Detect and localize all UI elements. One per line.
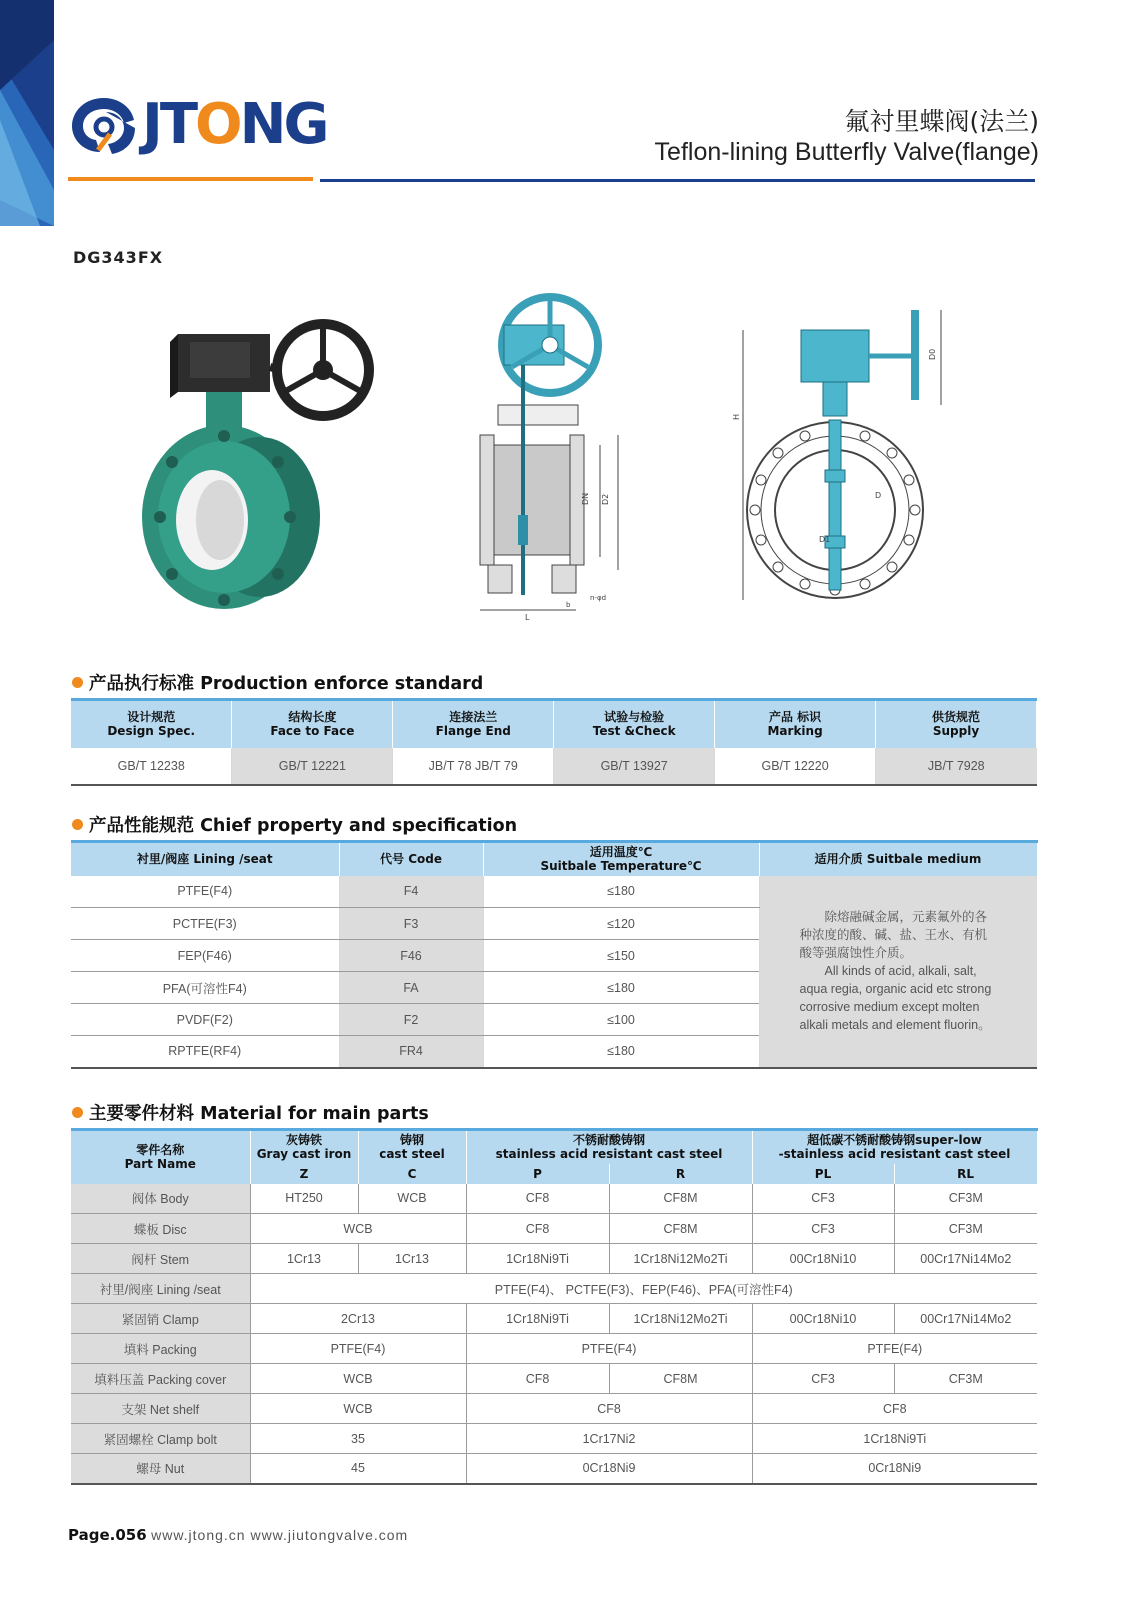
valve-photo xyxy=(140,312,380,622)
table-cell: CF8 xyxy=(466,1184,609,1214)
table-cell: 1Cr18Ni9Ti xyxy=(466,1304,609,1334)
header-lining: 衬里/阀座 Lining /seat xyxy=(71,842,339,876)
part-name: 紧固销 Clamp xyxy=(71,1304,250,1334)
code-p: P xyxy=(466,1164,609,1184)
svg-text:H: H xyxy=(732,413,741,420)
table-cell: PTFE(F4)、 PCTFE(F3)、FEP(F46)、PFA(可溶性F4) xyxy=(250,1274,1037,1304)
table-cell: WCB xyxy=(358,1184,466,1214)
model-number: DG343FX xyxy=(73,248,164,267)
section-title-material: 主要零件材料 Material for main parts xyxy=(72,1100,429,1125)
code-z: Z xyxy=(250,1164,358,1184)
part-name: 填料压盖 Packing cover xyxy=(71,1364,250,1394)
table-cell: 00Cr17Ni14Mo2 xyxy=(894,1244,1037,1274)
table-row xyxy=(71,1184,1037,1214)
table-row xyxy=(71,1304,1037,1334)
table-cell: 1Cr18Ni9Ti xyxy=(752,1424,1037,1454)
svg-text:D2: D2 xyxy=(601,493,610,505)
svg-text:DN: DN xyxy=(581,492,590,505)
header-flange-end: 连接法兰 Flange End xyxy=(393,700,554,748)
table-row xyxy=(71,1274,1037,1304)
table-cell: ≤180 xyxy=(483,1036,759,1068)
table-cell: 1Cr13 xyxy=(250,1244,358,1274)
header-stainless: 不锈耐酸铸钢 stainless acid resistant cast steel xyxy=(466,1130,752,1164)
part-name: 阀杆 Stem xyxy=(71,1244,250,1274)
table-cell: ≤150 xyxy=(483,940,759,972)
table-cell: PTFE(F4) xyxy=(250,1334,466,1364)
table-cell: FEP(F46) xyxy=(71,940,339,972)
valve-front-drawing xyxy=(732,310,965,620)
table-cell: F2 xyxy=(339,1004,483,1036)
header-gray-iron: 灰铸铁 Gray cast iron xyxy=(250,1130,358,1164)
table-cell: 00Cr18Ni10 xyxy=(752,1244,894,1274)
table-cell: JB/T 78 JB/T 79 xyxy=(393,748,554,785)
table-cell: RPTFE(RF4) xyxy=(71,1036,339,1068)
header-cast-steel: 铸钢 cast steel xyxy=(358,1130,466,1164)
table-cell: 00Cr17Ni14Mo2 xyxy=(894,1304,1037,1334)
svg-text:D0: D0 xyxy=(928,348,937,360)
section-title-standard: 产品执行标准 Production enforce standard xyxy=(72,670,483,695)
table-row xyxy=(71,1424,1037,1454)
table-cell: CF3 xyxy=(752,1214,894,1244)
header-supply: 供货规范 Supply xyxy=(876,700,1037,748)
table-cell: HT250 xyxy=(250,1184,358,1214)
table-cell: CF3 xyxy=(752,1364,894,1394)
code-c: C xyxy=(358,1164,466,1184)
code-rl: RL xyxy=(894,1164,1037,1184)
svg-text:b: b xyxy=(566,601,571,609)
part-name: 紧固螺栓 Clamp bolt xyxy=(71,1424,250,1454)
page-title-en: Teflon-lining Butterfly Valve(flange) xyxy=(654,138,1039,166)
table-row xyxy=(71,1454,1037,1484)
table-cell: WCB xyxy=(250,1214,466,1244)
header-rule-blue xyxy=(320,179,1035,182)
standard-table xyxy=(71,698,1037,786)
svg-text:D1: D1 xyxy=(819,535,831,544)
table-row xyxy=(71,1364,1037,1394)
table-cell: F4 xyxy=(339,876,483,908)
table-cell: 1Cr18Ni12Mo2Ti xyxy=(609,1304,752,1334)
material-table xyxy=(71,1128,1038,1485)
table-cell: 0Cr18Ni9 xyxy=(466,1454,752,1484)
part-name: 支架 Net shelf xyxy=(71,1394,250,1424)
table-cell: CF3M xyxy=(894,1364,1037,1394)
code-r: R xyxy=(609,1164,752,1184)
table-cell: PTFE(F4) xyxy=(71,876,339,908)
table-cell: ≤180 xyxy=(483,876,759,908)
header-temperature: 适用温度℃ Suitbale Temperature℃ xyxy=(483,842,759,876)
page-number: Page.056 xyxy=(68,1526,147,1544)
svg-text:D: D xyxy=(875,491,882,500)
part-name: 蝶板 Disc xyxy=(71,1214,250,1244)
table-cell: CF8M xyxy=(609,1364,752,1394)
table-cell: 2Cr13 xyxy=(250,1304,466,1334)
header-code: 代号 Code xyxy=(339,842,483,876)
table-header-row xyxy=(71,842,1037,876)
table-cell: CF8 xyxy=(466,1394,752,1424)
svg-text:n-φd: n-φd xyxy=(590,594,607,602)
brand-logo xyxy=(68,90,327,160)
code-pl: PL xyxy=(752,1164,894,1184)
table-cell: GB/T 13927 xyxy=(554,748,715,785)
table-cell: 1Cr18Ni12Mo2Ti xyxy=(609,1244,752,1274)
table-cell: CF3 xyxy=(752,1184,894,1214)
medium-description: 除熔融碱金属，元素氟外的各种浓度的酸、碱、盐、王水、有机酸等强腐蚀性介质。 All kinds of acid, alkali, salt, aqua regia, organic acid etc strong corrosive medium except molten alkali metals and element fluorin。 xyxy=(759,876,1037,1068)
part-name: 衬里/阀座 Lining /seat xyxy=(71,1274,250,1304)
table-cell: ≤120 xyxy=(483,908,759,940)
table-row xyxy=(71,1334,1037,1364)
valve-side-drawing xyxy=(470,295,650,635)
header-test-check: 试验与检验 Test &Check xyxy=(554,700,715,748)
table-row xyxy=(71,1214,1037,1244)
brand-wordmark: JTONG xyxy=(142,92,327,157)
header-marking: 产品 标识 Marking xyxy=(715,700,876,748)
table-row xyxy=(71,1394,1037,1424)
table-cell: PVDF(F2) xyxy=(71,1004,339,1036)
part-name: 螺母 Nut xyxy=(71,1454,250,1484)
table-header-row xyxy=(71,700,1037,748)
table-row xyxy=(71,748,1037,785)
table-cell: FA xyxy=(339,972,483,1004)
bullet-icon xyxy=(72,677,83,688)
table-cell: F46 xyxy=(339,940,483,972)
table-cell: GB/T 12221 xyxy=(232,748,393,785)
table-cell: CF8 xyxy=(752,1394,1037,1424)
table-cell: ≤180 xyxy=(483,972,759,1004)
table-cell: CF3M xyxy=(894,1184,1037,1214)
header-design-spec: 设计规范 Design Spec. xyxy=(71,700,232,748)
table-cell: 45 xyxy=(250,1454,466,1484)
part-name: 填料 Packing xyxy=(71,1334,250,1364)
header-medium: 适用介质 Suitbale medium xyxy=(759,842,1037,876)
header-part-name: 零件名称 Part Name xyxy=(71,1130,250,1184)
table-cell: CF8 xyxy=(466,1214,609,1244)
table-row xyxy=(71,1244,1037,1274)
table-cell: CF8M xyxy=(609,1214,752,1244)
logo-mark-icon xyxy=(68,90,140,160)
table-cell: 0Cr18Ni9 xyxy=(752,1454,1037,1484)
table-cell: 1Cr18Ni9Ti xyxy=(466,1244,609,1274)
table-cell: 1Cr17Ni2 xyxy=(466,1424,752,1454)
table-cell: F3 xyxy=(339,908,483,940)
page-title-cn: 氟衬里蝶阀(法兰) xyxy=(844,107,1039,136)
table-cell: FR4 xyxy=(339,1036,483,1068)
table-cell: PTFE(F4) xyxy=(752,1334,1037,1364)
table-cell: GB/T 12220 xyxy=(715,748,876,785)
table-cell: 1Cr13 xyxy=(358,1244,466,1274)
website-links[interactable]: www.jtong.cn www.jiutongvalve.com xyxy=(151,1527,409,1543)
table-cell: WCB xyxy=(250,1364,466,1394)
corner-decoration xyxy=(0,0,54,226)
table-cell: WCB xyxy=(250,1394,466,1424)
header-face-to-face: 结构长度 Face to Face xyxy=(232,700,393,748)
svg-text:L: L xyxy=(525,613,530,622)
property-table xyxy=(71,840,1038,1069)
header-rule-orange xyxy=(68,177,313,181)
table-cell: PTFE(F4) xyxy=(466,1334,752,1364)
bullet-icon xyxy=(72,819,83,830)
page-footer xyxy=(68,1526,408,1544)
table-cell: CF8M xyxy=(609,1184,752,1214)
table-cell: ≤100 xyxy=(483,1004,759,1036)
table-header-row xyxy=(71,1130,1037,1164)
table-cell: 35 xyxy=(250,1424,466,1454)
bullet-icon xyxy=(72,1107,83,1118)
table-cell: PCTFE(F3) xyxy=(71,908,339,940)
table-cell: GB/T 12238 xyxy=(71,748,232,785)
table-cell: CF3M xyxy=(894,1214,1037,1244)
header-super-low: 超低碳不锈耐酸铸钢super-low -stainless acid resistant cast steel xyxy=(752,1130,1037,1164)
table-cell: 00Cr18Ni10 xyxy=(752,1304,894,1334)
section-title-property: 产品性能规范 Chief property and specification xyxy=(72,812,517,837)
table-cell: JB/T 7928 xyxy=(876,748,1037,785)
table-cell: PFA(可溶性F4) xyxy=(71,972,339,1004)
table-cell: CF8 xyxy=(466,1364,609,1394)
part-name: 阀体 Body xyxy=(71,1184,250,1214)
table-row xyxy=(71,876,1037,908)
